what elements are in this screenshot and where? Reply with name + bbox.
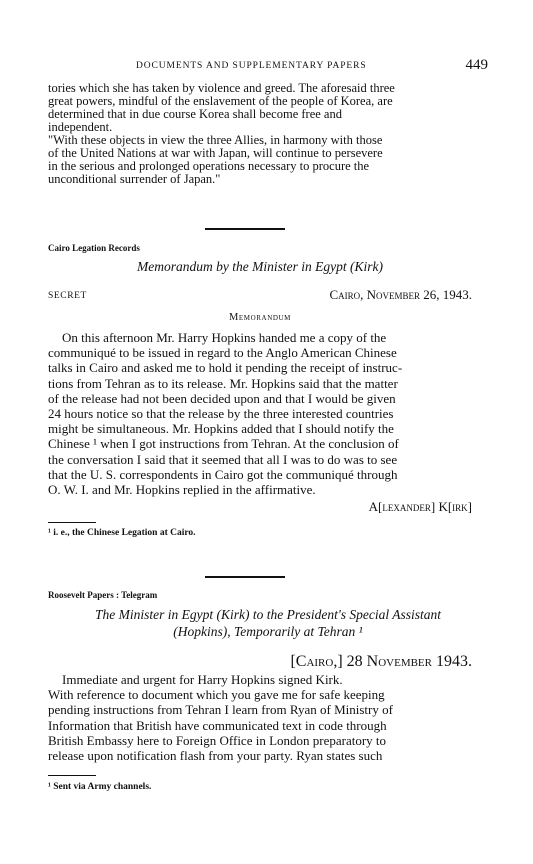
header-title: DOCUMENTS AND SUPPLEMENTARY PAPERS [136, 61, 367, 71]
doc1-body: On this afternoon Mr. Harry Hopkins handed me a copy of the communiqué to be issued in regard to the Anglo American Chinese talks in Cairo and asked me to hold it pending the receipt of instruc- tions from Tehran as to its release. Mr. Hopkins said that the matter of the release had not been decided upon and that I would be given 24 hours notice so that the release by the three interested countries might be simultaneous. Mr. Hopkins added that I should notify the Chinese ¹ when I got instructions from Tehran. At the conclusion of the conversation I said that it seemed that all I was to do was to see that the U. S. correspondents in Cairo got the communiqué through O. W. I. and Mr. Hopkins replied in the affirmative. [48, 330, 403, 498]
doc1-footnote: ¹ i. e., the Chinese Legation at Cairo. [48, 528, 196, 538]
top-paragraph-2: "With these objects in view the three Allies, in harmony with those of the United Nations at war with Japan, will continue to persevere in the serious and prolonged operations necessary to procure the unconditional surrender of Japan." [48, 133, 383, 186]
doc1-classification: SECRET [48, 291, 87, 301]
doc2-source: Roosevelt Papers : Telegram [48, 590, 158, 600]
section-divider-2 [205, 576, 285, 578]
doc1-signature: A[lexander] K[irk] [368, 499, 472, 514]
doc1-source: Cairo Legation Records [48, 243, 140, 253]
doc1-dateline: Cairo, November 26, 1943. [329, 287, 472, 302]
section-divider-1 [205, 228, 285, 230]
doc2-title: The Minister in Egypt (Kirk) to the President's Special Assistant (Hopkins), Temporarily at Tehran ¹ [95, 607, 441, 639]
page-number: 449 [465, 57, 488, 73]
doc2-footnote-rule [48, 775, 96, 776]
running-header [48, 58, 488, 76]
doc2-dateline: [Cairo,] 28 November 1943. [290, 653, 472, 670]
doc2-body: Immediate and urgent for Harry Hopkins signed Kirk. With reference to document which you gave me for safe keeping pending instructions from Tehran I learn from Ryan of Ministry of Information that British have communicated text in code through British Embassy here to Foreign Office in London preparatory to release upon notification flash from your party. Ryan states such [48, 672, 393, 764]
doc1-heading: Memorandum [228, 312, 291, 323]
top-paragraph-1: tories which she has taken by violence and greed. The aforesaid three great powers, mindful of the enslavement of the people of Korea, are determined that in due course Korea shall become free and independent. [48, 81, 395, 134]
doc1-title: Memorandum by the Minister in Egypt (Kirk) [137, 259, 383, 274]
doc1-footnote-rule [48, 522, 96, 523]
doc2-footnote: ¹ Sent via Army channels. [48, 782, 152, 792]
